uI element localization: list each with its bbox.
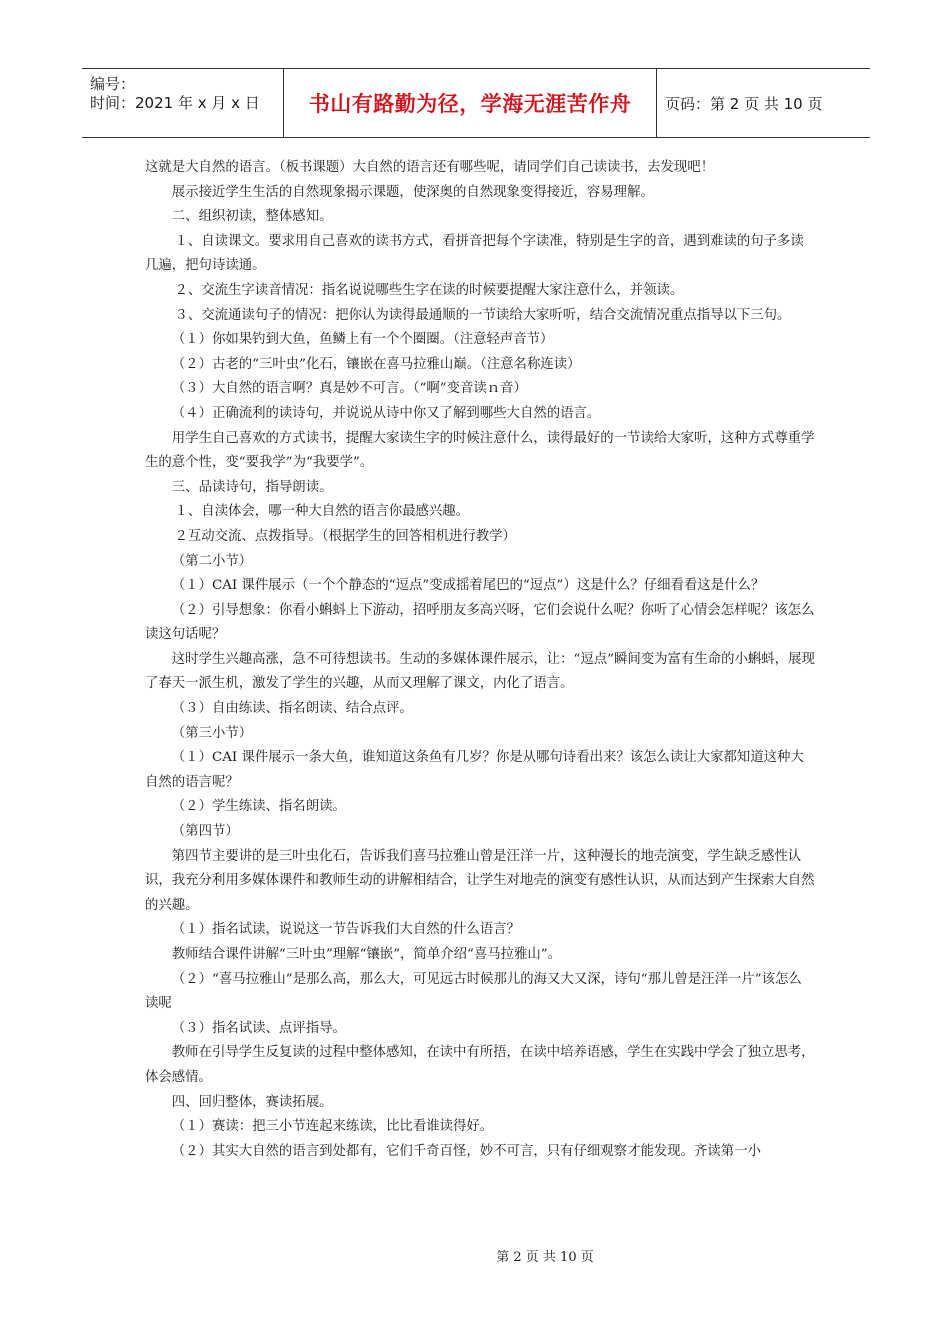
paragraph: 展示接近学生生活的自然现象揭示课题，使深奥的自然现象变得接近，容易理解。: [171, 184, 654, 200]
list-item: （２）其实大自然的语言到处都有，它们千奇百怪，妙不可言，只有仔细观察才能发现。齐读第一小: [171, 1143, 761, 1159]
section-heading: 二、组织初读，整体感知。: [171, 209, 333, 225]
subsection-label: （第三小节）: [171, 725, 253, 741]
list-item: （３）大自然的语言啊？真是妙不可言。（“啊”变音读ｎ音）: [171, 381, 527, 397]
header-page-cell: [657, 69, 870, 137]
paragraph: 用学生自己喜欢的方式读书，提醒大家读生字的时候注意什么，读得最好的一节读给大家听，这种方式尊重学生的意个性，变“要我学”为“我要学”。: [145, 430, 815, 471]
document-body: [145, 156, 815, 1164]
paragraph: ２互动交流、点拨指导。（根据学生的回答相机进行教学）: [174, 528, 516, 544]
page-footer: [0, 1246, 950, 1265]
paragraph: １、自读课文。要求用自己喜欢的读书方式，看拼音把每个字读准，特别是生字的音，遇到难读的句子多读几遍，把句诗读通。: [145, 233, 804, 274]
document-number-label: 编号：: [90, 75, 136, 93]
motto-text: 书山有路勤为径，学海无涯苦作舟: [308, 92, 632, 116]
section-heading: 四、回归整体，赛读拓展。: [171, 1094, 333, 1110]
list-item: （１）你如果钓到大鱼，鱼鳞上有一个个圈圈。（注意轻声音节）: [171, 332, 554, 348]
paragraph: 教师结合课件讲解“三叶虫”理解“镶嵌”，简单介绍“喜马拉雅山”。: [171, 947, 562, 962]
paragraph: 这就是大自然的语言。（板书课题）大自然的语言还有哪些呢，请同学们自己读读书，去发现吧！: [145, 160, 715, 175]
list-item: （２）学生练读、指名朗读。: [171, 799, 346, 815]
subsection-label: （第二小节）: [171, 553, 253, 569]
paragraph: 这时学生兴趣高涨，急不可待想读书。生动的多媒体课件展示，让：“逗点”瞬间变为富有生命的小蝌蚪，展现了春天一派生机，激发了学生的兴趣，从而又理解了课文，内化了语言。: [145, 651, 815, 692]
list-item: （３）指名试读、点评指导。: [171, 1020, 346, 1036]
paragraph: ３、交流通读句子的情况：把你认为读得最通顺的一节读给大家听听，结合交流情况重点指导以下三句。: [174, 307, 791, 323]
paragraph: 教师在引导学生反复读的过程中整体感知，在读中有所捂，在读中培养语感，学生在实践中学会了独立思考，体会感情。: [145, 1045, 815, 1085]
header-meta-cell: [82, 69, 284, 137]
footer-page-number: 第 2 页 共 10 页: [496, 1250, 594, 1265]
list-item: （１）CAI 课件展示一条大鱼，谁知道这条鱼有几岁？你是从哪句诗看出来？该怎么读让大家都知道这种大自然的语言呢？: [145, 750, 804, 790]
subsection-label: （第四节）: [171, 824, 239, 840]
list-item: （１）CAI 课件展示（一个个静态的“逗点”变成摇着尾巴的“逗点”）这是什么？仔细看看这是什么？: [171, 578, 765, 594]
document-time-label: 时间：2021 年 x 月 x 日: [90, 94, 260, 112]
paragraph: １、自渎体会，哪一种大自然的语言你最感兴趣。: [174, 504, 470, 520]
list-item: （１）赛读：把三小节连起来练读，比比看谁读得好。: [171, 1119, 494, 1135]
page-info: 页码：第 2 页 共 10 页: [665, 94, 823, 113]
list-item: （３）自由练读、指名朗读、结合点评。: [171, 701, 413, 717]
section-heading: 三、品读诗句，指导朗读。: [171, 479, 333, 495]
list-item: （２）古老的“三叶虫”化石，镶嵌在喜马拉雅山巅。（注意名称连读）: [171, 356, 581, 372]
list-item: （２）引导想象：你看小蝌蚪上下游动，招呼朋友多高兴呀，它们会说什么呢？你听了心情会怎样呢？该怎么读这句话呢？: [145, 602, 815, 643]
paragraph: ２、交流生字读音情况：指名说说哪些生字在读的时候要提醒大家注意什么，并领读。: [174, 282, 684, 298]
list-item: （２）“喜马拉雅山”是那么高，那么大，可见远古时候那儿的海又大又深，诗句“那儿曾是汪洋一片”该怎么读呢: [145, 971, 802, 1012]
page-header: [82, 68, 870, 138]
paragraph: 第四节主要讲的是三叶虫化石，告诉我们喜马拉雅山曾是汪洋一片，这种漫长的地壳演变，学生缺乏感性认识，我充分利用多媒体课件和教师生动的讲解相结合，让学生对地壳的演变有感性认识，从而达到产生探索大自然的兴趣。: [145, 848, 815, 913]
list-item: （１）指名试读，说说这一节告诉我们大自然的什么语言？: [171, 922, 520, 938]
list-item: （４）正确流利的读诗句，并说说从诗中你又了解到哪些大自然的语言。: [171, 405, 601, 421]
header-motto-cell: [284, 69, 657, 137]
